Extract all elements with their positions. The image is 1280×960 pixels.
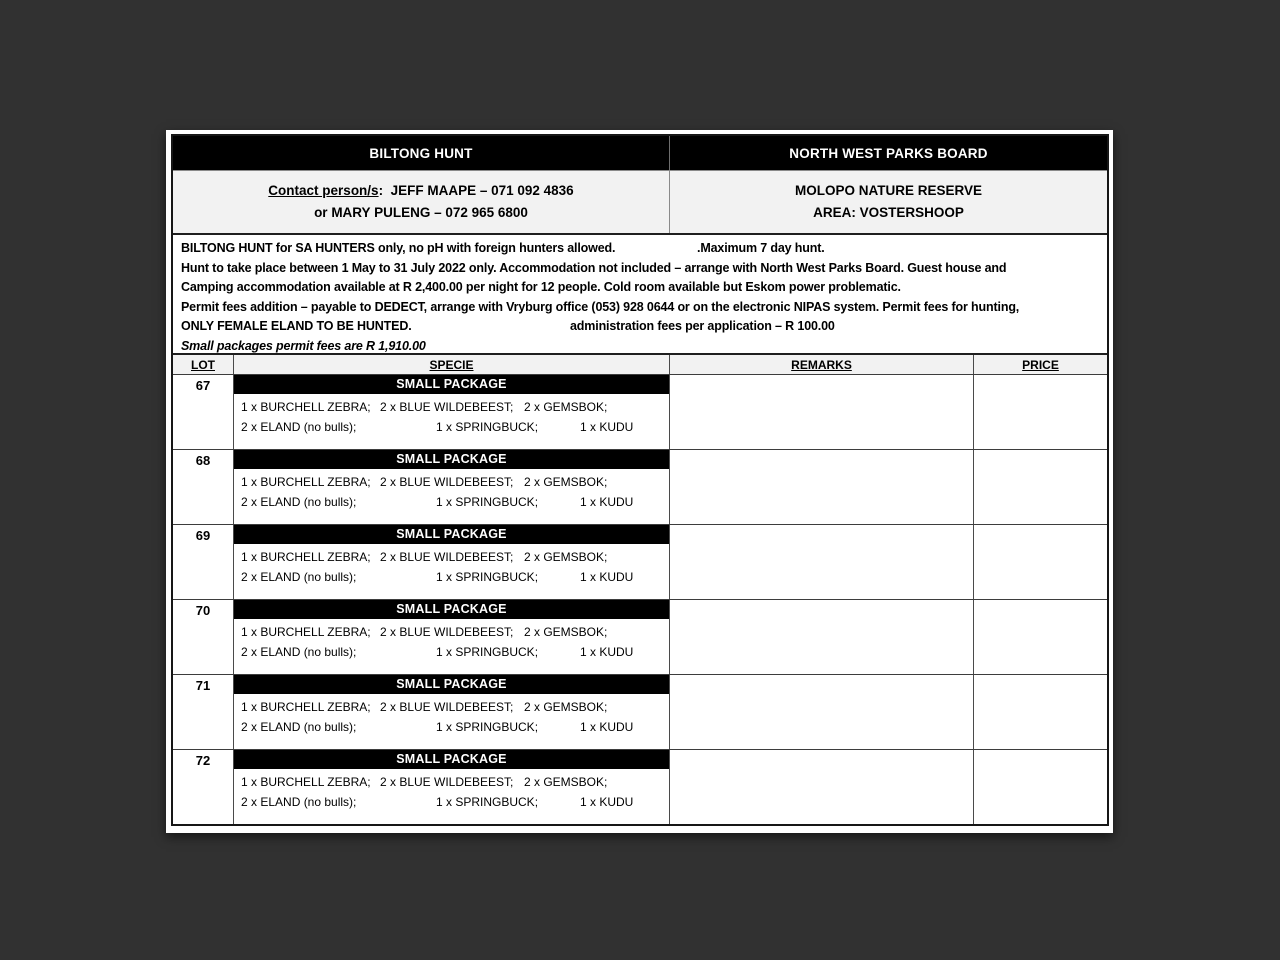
species-line-2 [234,642,669,662]
note-line-2: Hunt to take place between 1 May to 31 July 2022 only. Accommodation not included – arrange with North West Parks Board. Guest house and [181,260,1007,275]
column-header-price: PRICE [1022,357,1059,372]
species-item: 2 x GEMSBOK; [524,550,608,564]
lot-row [173,600,1107,675]
species-item: 1 x SPRINGBUCK; [436,645,539,659]
table-header-row [173,355,1107,375]
column-header-remarks: REMARKS [670,355,974,374]
contact-person-2: or MARY PULENG – 072 965 6800 [314,205,528,220]
species-item: 2 x ELAND (no bulls); [241,420,357,434]
remarks-cell [670,750,974,824]
species-item: 2 x ELAND (no bulls); [241,720,357,734]
species-line-1 [234,547,669,567]
title-band [173,136,1107,170]
species-item: 2 x BLUE WILDEBEEST; [380,550,514,564]
contact-person-1: : JEFF MAAPE – 071 092 4836 [378,183,574,198]
remarks-cell [670,675,974,749]
species-item: 1 x BURCHELL ZEBRA; [241,475,371,489]
lot-number: 71 [173,675,234,749]
species-line-1 [234,397,669,417]
remarks-cell [670,600,974,674]
lot-number: 72 [173,750,234,824]
species-item: 2 x BLUE WILDEBEEST; [380,625,514,639]
species-line-1 [234,472,669,492]
species-line-2 [234,417,669,437]
document-page [166,130,1113,833]
species-item: 1 x KUDU [580,495,634,509]
species-item: 1 x SPRINGBUCK; [436,720,539,734]
species-item: 2 x GEMSBOK; [524,400,608,414]
note-line-4: Permit fees addition – payable to DEDECT, arrange with Vryburg office (053) 928 0644 or on the electronic NIPAS system. Permit fees for hunting, [181,299,1020,314]
species-item: 1 x SPRINGBUCK; [436,795,539,809]
species-item: 2 x BLUE WILDEBEEST; [380,775,514,789]
lot-row [173,675,1107,750]
package-title-bar: SMALL PACKAGE [234,750,669,769]
lot-number: 69 [173,525,234,599]
package-title-bar: SMALL PACKAGE [234,675,669,694]
lot-number: 70 [173,600,234,674]
lot-row [173,375,1107,450]
remarks-cell [670,375,974,449]
species-line-1 [234,622,669,642]
note-line-1 [181,239,1099,259]
species-item: 1 x BURCHELL ZEBRA; [241,550,371,564]
price-cell [974,450,1107,524]
species-item: 1 x KUDU [580,570,634,584]
note-line-5 [181,317,1099,337]
species-item: 2 x GEMSBOK; [524,625,608,639]
species-line-2 [234,492,669,512]
price-cell [974,750,1107,824]
species-item: 1 x SPRINGBUCK; [436,495,539,509]
package-title-bar: SMALL PACKAGE [234,450,669,469]
species-item: 2 x BLUE WILDEBEEST; [380,475,514,489]
specie-cell [234,750,670,824]
specie-cell [234,675,670,749]
conditions-paragraph [173,235,1107,353]
species-item: 2 x ELAND (no bulls); [241,495,357,509]
species-line-2 [234,567,669,587]
species-line-2 [234,792,669,812]
price-cell [974,675,1107,749]
org-title: NORTH WEST PARKS BOARD [789,145,988,161]
lot-rows-container [173,375,1107,824]
note-line-6: Small packages permit fees are R 1,910.00 [181,338,426,353]
species-item: 1 x BURCHELL ZEBRA; [241,400,371,414]
species-item: 1 x KUDU [580,645,634,659]
price-cell [974,600,1107,674]
species-item: 2 x BLUE WILDEBEEST; [380,700,514,714]
package-title-bar: SMALL PACKAGE [234,375,669,394]
species-line-1 [234,697,669,717]
specie-cell [234,525,670,599]
remarks-cell [670,525,974,599]
column-header-lot: LOT [173,355,234,374]
note-1-right: .Maximum 7 day hunt. [697,241,825,255]
species-item: 1 x KUDU [580,420,634,434]
species-item: 2 x BLUE WILDEBEEST; [380,400,514,414]
reserve-cell [670,171,1107,233]
species-item: 2 x GEMSBOK; [524,475,608,489]
contact-band [173,170,1107,235]
species-item: 2 x ELAND (no bulls); [241,645,357,659]
remarks-cell [670,450,974,524]
reserve-area: AREA: VOSTERSHOOP [813,205,964,220]
species-line-1 [234,772,669,792]
species-line-2 [234,717,669,737]
species-item: 2 x ELAND (no bulls); [241,795,357,809]
specie-cell [234,450,670,524]
species-item: 2 x GEMSBOK; [524,775,608,789]
contact-line-1 [268,180,573,202]
column-header-specie: SPECIE [234,355,670,374]
specie-cell [234,600,670,674]
contact-cell [173,171,670,233]
lot-number: 68 [173,450,234,524]
lot-row [173,750,1107,824]
hunt-lot-sheet [171,134,1109,826]
package-title-bar: SMALL PACKAGE [234,525,669,544]
species-item: 1 x SPRINGBUCK; [436,570,539,584]
species-item: 1 x BURCHELL ZEBRA; [241,625,371,639]
lot-row [173,525,1107,600]
species-item: 1 x SPRINGBUCK; [436,420,539,434]
contact-label: Contact person/s [268,183,379,198]
species-item: 1 x KUDU [580,795,634,809]
note-5-left: ONLY FEMALE ELAND TO BE HUNTED. [181,319,412,333]
note-line-3: Camping accommodation available at R 2,400.00 per night for 12 people. Cold room available but Eskom power problematic. [181,280,901,294]
package-title-bar: SMALL PACKAGE [234,600,669,619]
note-5-right: administration fees per application – R 100.00 [570,319,835,333]
reserve-name: MOLOPO NATURE RESERVE [794,183,983,198]
hunt-type-title: BILTONG HUNT [173,136,670,170]
lot-row [173,450,1107,525]
species-item: 1 x BURCHELL ZEBRA; [241,775,371,789]
species-item: 2 x GEMSBOK; [524,700,608,714]
note-1-left: BILTONG HUNT for SA HUNTERS only, no pH with foreign hunters allowed. [181,241,616,255]
lots-table [173,353,1107,824]
price-cell [974,375,1107,449]
species-item: 1 x KUDU [580,720,634,734]
lot-number: 67 [173,375,234,449]
price-cell [974,525,1107,599]
species-item: 1 x BURCHELL ZEBRA; [241,700,371,714]
specie-cell [234,375,670,449]
species-item: 2 x ELAND (no bulls); [241,570,357,584]
